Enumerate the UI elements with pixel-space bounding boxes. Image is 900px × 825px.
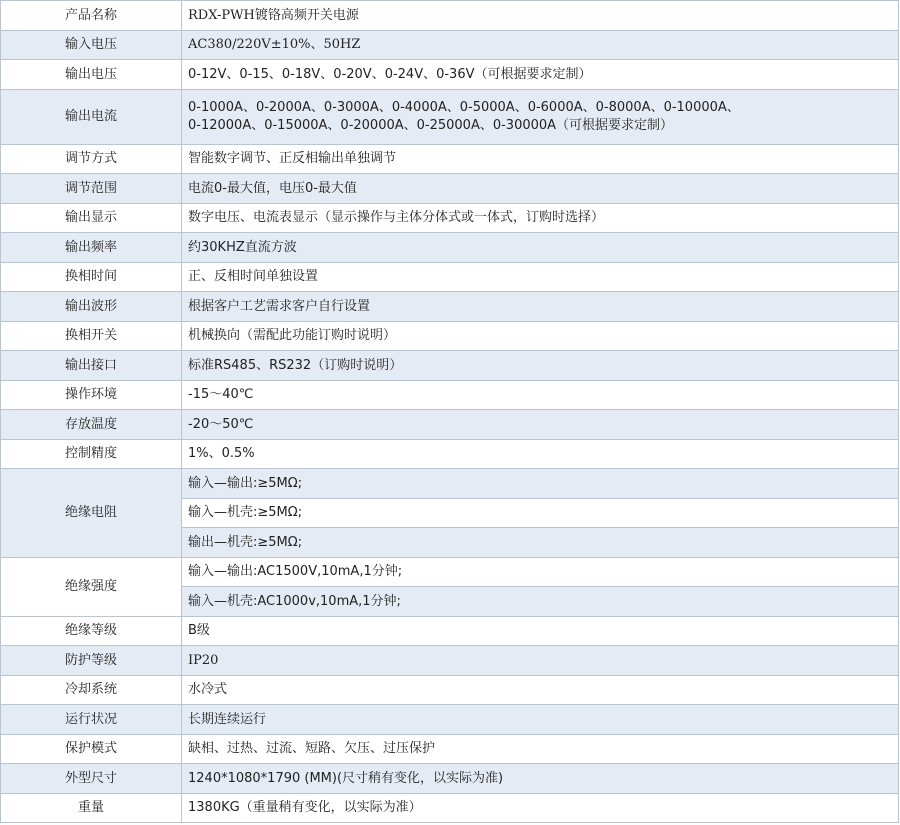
row-label: 换相时间 [1, 263, 182, 292]
row-label: 调节范围 [1, 174, 182, 204]
output-current-line-2: 0-12000A、0-15000A、0-20000A、0-25000A、0-30000A（可根据要求定制） [188, 118, 674, 133]
row-value [182, 90, 899, 145]
table-row [1, 440, 899, 469]
row-label: 输出电流 [1, 90, 182, 145]
row-label: 保护模式 [1, 735, 182, 764]
table-row [1, 145, 899, 174]
row-value: 输入—输出:≥5MΩ; [182, 469, 899, 499]
row-label: 控制精度 [1, 440, 182, 469]
table-row [1, 90, 899, 145]
table-row [1, 410, 899, 440]
row-label: 绝缘等级 [1, 617, 182, 646]
row-label: 换相开关 [1, 322, 182, 351]
table-row [1, 204, 899, 233]
row-value: IP20 [182, 646, 899, 676]
row-value: 标准RS485、RS232（订购时说明） [182, 351, 899, 381]
table-row [1, 233, 899, 263]
row-value: 根据客户工艺需求客户自行设置 [182, 292, 899, 322]
table-row [1, 351, 899, 381]
row-value: 电流0-最大值，电压0-最大值 [182, 174, 899, 204]
row-label: 冷却系统 [1, 676, 182, 705]
table-row [1, 174, 899, 204]
row-value: B级 [182, 617, 899, 646]
row-value: 缺相、过热、过流、短路、欠压、过压保护 [182, 735, 899, 764]
row-label: 运行状况 [1, 705, 182, 735]
row-label: 防护等级 [1, 646, 182, 676]
row-value: -15～40℃ [182, 381, 899, 410]
table-row [1, 794, 899, 823]
table-row [1, 31, 899, 60]
table-row [1, 322, 899, 351]
row-label: 存放温度 [1, 410, 182, 440]
row-label: 重量 [1, 794, 182, 823]
table-row [1, 469, 899, 499]
row-value: RDX-PWH镀铬高频开关电源 [182, 1, 899, 31]
row-label: 输出接口 [1, 351, 182, 381]
row-label: 输出显示 [1, 204, 182, 233]
table-row [1, 292, 899, 322]
table-row [1, 381, 899, 410]
row-label: 绝缘强度 [1, 558, 182, 617]
table-row [1, 646, 899, 676]
table-row [1, 558, 899, 587]
row-label: 产品名称 [1, 1, 182, 31]
row-label: 输出电压 [1, 60, 182, 90]
row-value: 机械换向（需配此功能订购时说明） [182, 322, 899, 351]
row-value: 1240*1080*1790 (MM)(尺寸稍有变化，以实际为准) [182, 764, 899, 794]
table-row [1, 676, 899, 705]
row-label: 输入电压 [1, 31, 182, 60]
row-value: 约30KHZ直流方波 [182, 233, 899, 263]
row-value: AC380/220V±10%、50HZ [182, 31, 899, 60]
row-value: 1%、0.5% [182, 440, 899, 469]
row-label: 输出波形 [1, 292, 182, 322]
row-value: 智能数字调节、正反相输出单独调节 [182, 145, 899, 174]
row-value: 水冷式 [182, 676, 899, 705]
table-row [1, 263, 899, 292]
row-label: 调节方式 [1, 145, 182, 174]
table-row [1, 705, 899, 735]
output-current-line-1: 0-1000A、0-2000A、0-3000A、0-4000A、0-5000A、0-6000A、0-8000A、0-10000A、 [188, 100, 740, 115]
row-label: 操作环境 [1, 381, 182, 410]
row-value: 数字电压、电流表显示（显示操作与主体分体式或一体式，订购时选择） [182, 204, 899, 233]
row-value: -20～50℃ [182, 410, 899, 440]
table-row [1, 1, 899, 31]
row-value: 长期连续运行 [182, 705, 899, 735]
row-value: 0-12V、0-15、0-18V、0-20V、0-24V、0-36V（可根据要求定制） [182, 60, 899, 90]
row-value: 输入—输出:AC1500V,10mA,1分钟; [182, 558, 899, 587]
table-row [1, 60, 899, 90]
table-row [1, 735, 899, 764]
row-label: 绝缘电阻 [1, 469, 182, 558]
table-row [1, 764, 899, 794]
row-label: 输出频率 [1, 233, 182, 263]
table-row [1, 617, 899, 646]
row-value: 1380KG（重量稍有变化，以实际为准） [182, 794, 899, 823]
row-label: 外型尺寸 [1, 764, 182, 794]
row-value: 输入—机壳:AC1000v,10mA,1分钟; [182, 587, 899, 617]
row-value: 输入—机壳:≥5MΩ; [182, 499, 899, 528]
row-value: 输出—机壳:≥5MΩ; [182, 528, 899, 558]
row-value: 正、反相时间单独设置 [182, 263, 899, 292]
